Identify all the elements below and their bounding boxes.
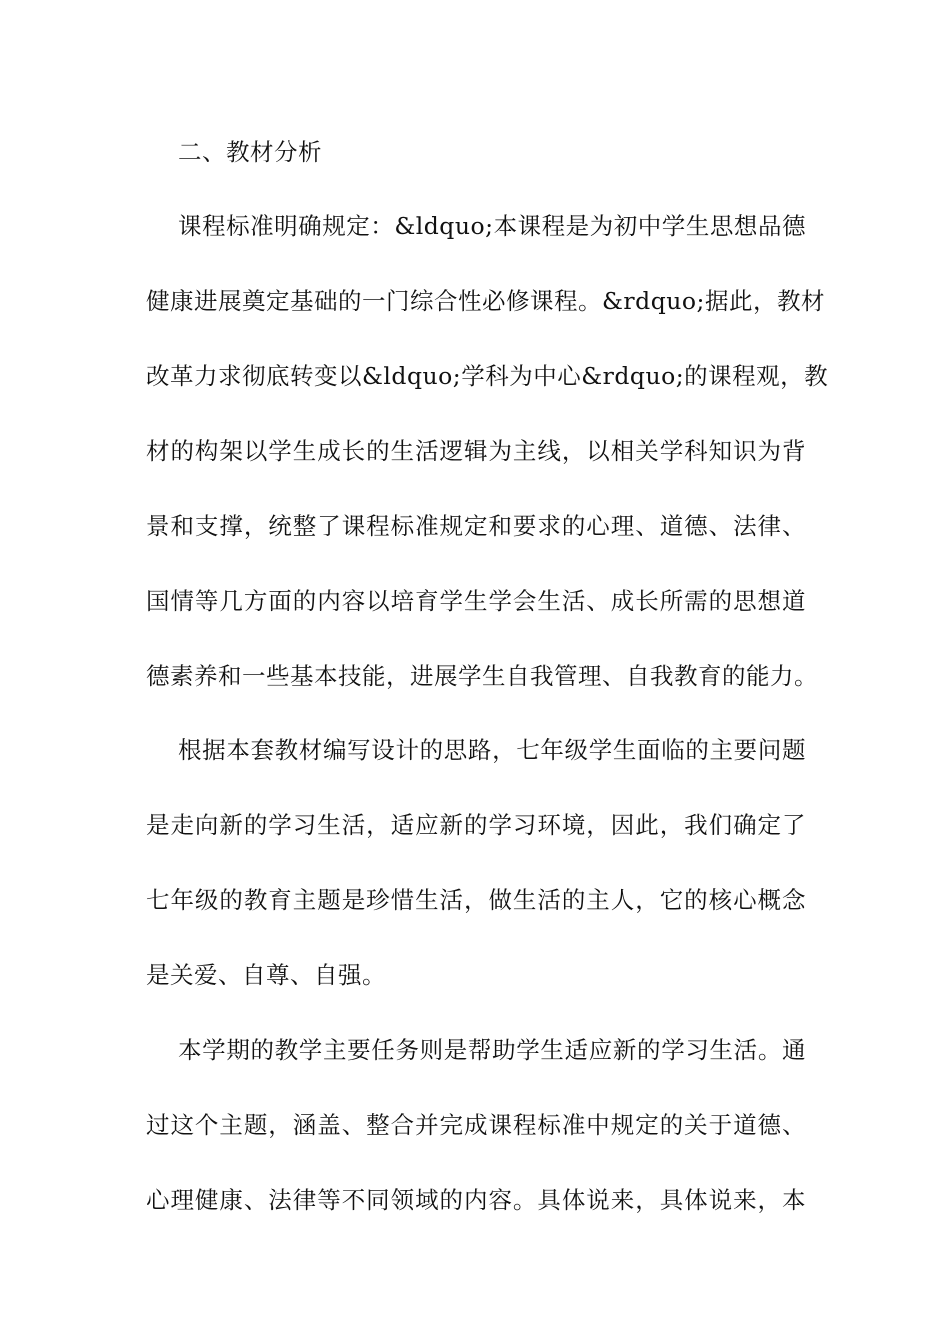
paragraph-line: 改革力求彻底转变以&ldquo;学科为中心&rdquo;的课程观，教 — [146, 362, 829, 390]
paragraph-line: 根据本套教材编写设计的思路，七年级学生面临的主要问题 — [178, 736, 806, 764]
section-heading: 二、教材分析 — [178, 138, 322, 166]
paragraph-line: 心理健康、法律等不同领域的内容。具体说来，具体说来，本 — [146, 1186, 806, 1214]
paragraph-line: 材的构架以学生成长的生活逻辑为主线，以相关学科知识为背 — [146, 437, 806, 465]
paragraph-line: 德素养和一些基本技能，进展学生自我管理、自我教育的能力。 — [146, 662, 818, 690]
paragraph-line: 是关爱、自尊、自强。 — [146, 961, 386, 989]
paragraph-line: 过这个主题，涵盖、整合并完成课程标准中规定的关于道德、 — [146, 1111, 806, 1139]
paragraph-line: 是走向新的学习生活，适应新的学习环境，因此，我们确定了 — [146, 811, 806, 839]
paragraph-line: 七年级的教育主题是珍惜生活，做生活的主人，它的核心概念 — [146, 886, 806, 914]
paragraph-line: 健康进展奠定基础的一门综合性必修课程。&rdquo;据此，教材 — [146, 287, 825, 315]
paragraph-line: 课程标准明确规定：&ldquo;本课程是为初中学生思想品德 — [178, 212, 806, 240]
paragraph-line: 景和支撑，统整了课程标准规定和要求的心理、道德、法律、 — [146, 512, 806, 540]
paragraph-line: 本学期的教学主要任务则是帮助学生适应新的学习生活。通 — [178, 1036, 806, 1064]
paragraph-line: 国情等几方面的内容以培育学生学会生活、成长所需的思想道 — [146, 587, 806, 615]
